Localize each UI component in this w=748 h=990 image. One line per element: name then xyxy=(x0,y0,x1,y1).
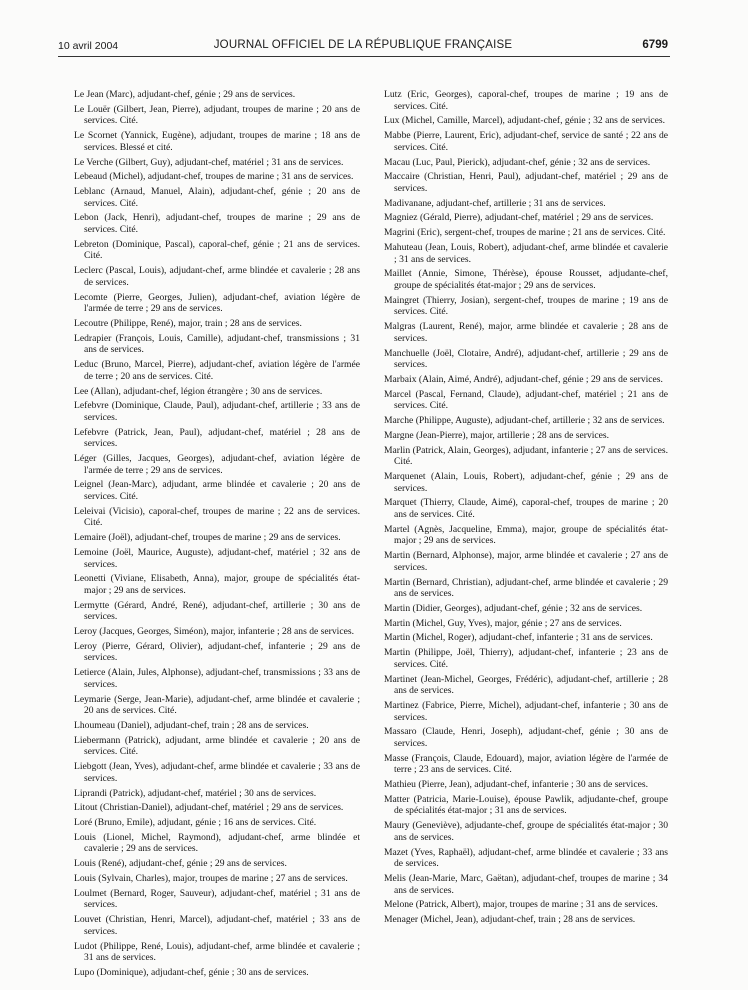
list-item: Le Verche (Gilbert, Guy), adjudant-chef, matériel ; 31 ans de services. xyxy=(74,156,344,168)
list-item: Liprandi (Patrick), adjudant-chef, matériel ; 30 ans de services. xyxy=(74,787,317,799)
list-item: Leleivai (Vicisio), caporal-chef, troupes de marine ; 22 ans de services. Cité. xyxy=(74,505,360,529)
list-item: Madivanane, adjudant-chef, artillerie ; 31 ans de services. xyxy=(384,197,606,209)
list-item: Melone (Patrick, Albert), major, troupes de marine ; 31 ans de services. xyxy=(384,899,658,911)
list-item: Marquet (Thierry, Claude, Aimé), caporal-chef, troupes de marine ; 20 ans de services. Cité. xyxy=(384,497,668,520)
header-title: JOURNAL OFFICIEL DE LA RÉPUBLIQUE FRANÇAISE xyxy=(213,39,513,51)
list-item: Marcel (Pascal, Fernand, Claude), adjudant-chef, matériel ; 21 ans de services. Cité. xyxy=(384,388,668,412)
list-item: Ludot (Philippe, René, Louis), adjudant-chef, arme blindée et cavalerie ; 31 ans de services. xyxy=(74,940,360,964)
list-item: Marlin (Patrick, Alain, Georges), adjudant, infanterie ; 27 ans de services. Cité. xyxy=(384,444,668,468)
list-item: Loulmet (Bernard, Roger, Sauveur), adjudant-chef, matériel ; 31 ans de services. xyxy=(74,887,360,911)
list-item: Lebreton (Dominique, Pascal), caporal-chef, génie ; 21 ans de services. Cité. xyxy=(74,238,360,262)
list-item: Lebon (Jack, Henri), adjudant-chef, troupes de marine ; 29 ans de services. Cité. xyxy=(74,212,360,236)
list-item: Mabbe (Pierre, Laurent, Eric), adjudant-chef, service de santé ; 22 ans de services. Cité. xyxy=(384,130,668,153)
list-item: Mazet (Yves, Raphaël), adjudant-chef, arme blindée et cavalerie ; 33 ans de services. xyxy=(384,846,668,870)
list-item: Lefebvre (Patrick, Jean, Paul), adjudant-chef, matériel ; 28 ans de services. xyxy=(74,426,360,450)
list-item: Martin (Michel, Guy, Yves), major, génie ; 27 ans de services. xyxy=(384,617,622,629)
list-item: Leroy (Jacques, Georges, Siméon), major, infanterie ; 28 ans de services. xyxy=(74,626,354,638)
page-header xyxy=(58,38,668,54)
list-item: Maingret (Thierry, Josian), sergent-chef, troupes de marine ; 19 ans de services. Cité. xyxy=(384,294,668,318)
list-item: Leroy (Pierre, Gérard, Olivier), adjudant-chef, infanterie ; 29 ans de services. xyxy=(74,640,360,664)
list-item: Lemaire (Joël), adjudant-chef, troupes de marine ; 29 ans de services. xyxy=(74,532,341,544)
list-item: Leduc (Bruno, Marcel, Pierre), adjudant-chef, aviation légère de l'armée de terre ; 20 ans de services. Cité. xyxy=(74,359,360,382)
list-item: Marquenet (Alain, Louis, Robert), adjudant-chef, génie ; 29 ans de services. xyxy=(384,471,668,494)
list-item: Marche (Philippe, Auguste), adjudant-chef, artillerie ; 32 ans de services. xyxy=(384,415,665,427)
list-item: Liebermann (Patrick), adjudant, arme blindée et cavalerie ; 20 ans de services. Cité. xyxy=(74,734,360,758)
list-item: Litout (Christian-Daniel), adjudant-chef, matériel ; 29 ans de services. xyxy=(74,802,344,814)
list-item: Mathieu (Pierre, Jean), adjudant-chef, infanterie ; 30 ans de services. xyxy=(384,779,648,791)
list-item: Martin (Bernard, Christian), adjudant-chef, arme blindée et cavalerie ; 29 ans de services. xyxy=(384,576,668,600)
list-item: Louis (Sylvain, Charles), major, troupes de marine ; 27 ans de services. xyxy=(74,873,348,884)
list-item: Malgras (Laurent, René), major, arme blindée et cavalerie ; 28 ans de services. xyxy=(384,321,668,344)
list-item: Lermytte (Gérard, André, René), adjudant-chef, artillerie ; 30 ans de services. xyxy=(74,599,360,623)
list-item: Margne (Jean-Pierre), major, artillerie ; 28 ans de services. xyxy=(384,429,610,441)
list-item: Massaro (Claude, Henri, Joseph), adjudant-chef, génie ; 30 ans de services. xyxy=(384,726,668,749)
list-item: Le Louër (Gilbert, Jean, Pierre), adjudant, troupes de marine ; 20 ans de services. Cité. xyxy=(74,103,360,127)
list-item: Martinez (Fabrice, Pierre, Michel), adjudant-chef, infanterie ; 30 ans de services. xyxy=(384,699,668,723)
list-item: Maury (Geneviève), adjudante-chef, groupe de spécialités état-major ; 30 ans de services. xyxy=(384,820,668,843)
list-item: Martin (Bernard, Alphonse), major, arme blindée et cavalerie ; 27 ans de services. xyxy=(384,550,668,573)
list-item: Melis (Jean-Marie, Marc, Gaëtan), adjudant-chef, troupes de marine ; 34 ans de services. xyxy=(384,873,668,896)
list-item: Leclerc (Pascal, Louis), adjudant-chef, arme blindée et cavalerie ; 28 ans de services. xyxy=(74,265,360,288)
list-item: Maccaire (Christian, Henri, Paul), adjudant-chef, matériel ; 29 ans de services. xyxy=(384,171,668,194)
header-page-number: 6799 xyxy=(642,39,668,51)
list-item: Manchuelle (Joël, Clotaire, André), adjudant-chef, artillerie ; 29 ans de services. xyxy=(384,347,668,371)
list-item: Martin (Michel, Roger), adjudant-chef, infanterie ; 31 ans de services. xyxy=(384,632,653,644)
list-item: Louvet (Christian, Henri, Marcel), adjudant-chef, matériel ; 33 ans de services. xyxy=(74,914,360,937)
list-item: Marbaix (Alain, Aimé, André), adjudant-chef, génie ; 29 ans de services. xyxy=(384,373,663,385)
list-item: Menager (Michel, Jean), adjudant-chef, train ; 28 ans de services. xyxy=(384,914,636,926)
list-item: Letierce (Alain, Jules, Alphonse), adjudant-chef, transmissions ; 33 ans de services. xyxy=(74,667,360,690)
list-item: Magniez (Gérald, Pierre), adjudant-chef, matériel ; 29 ans de services. xyxy=(384,212,654,224)
list-item: Loré (Bruno, Emile), adjudant, génie ; 16 ans de services. Cité. xyxy=(74,817,317,829)
list-item: Lecomte (Pierre, Georges, Julien), adjudant-chef, aviation légère de l'armée de terre ; 29 ans de services. xyxy=(74,291,360,315)
list-item: Maillet (Annie, Simone, Thérèse), épouse Rousset, adjudante-chef, groupe de spécialités état-major ; 29 ans de services. xyxy=(384,268,668,291)
list-item: Matter (Patricia, Marie-Louise), épouse Pawlik, adjudante-chef, groupe de spécialités état-major ; 31 ans de services. xyxy=(384,793,668,817)
list-item: Le Scornet (Yannick, Eugène), adjudant, troupes de marine ; 18 ans de services. Blessé et cité. xyxy=(74,130,360,153)
list-item: Lhoumeau (Daniel), adjudant-chef, train ; 28 ans de services. xyxy=(74,719,309,731)
list-item: Leymarie (Serge, Jean-Marie), adjudant-chef, arme blindée et cavalerie ; 20 ans de services. Cité. xyxy=(74,693,360,717)
list-item: Louis (Lionel, Michel, Raymond), adjudant-chef, arme blindée et cavalerie ; 29 ans de services. xyxy=(74,831,360,855)
list-item: Liebgott (Jean, Yves), adjudant-chef, arme blindée et cavalerie ; 33 ans de services. xyxy=(74,761,360,784)
list-item: Magrini (Eric), sergent-chef, troupes de marine ; 21 ans de services. Cité. xyxy=(384,227,666,239)
list-item: Lebeaud (Michel), adjudant-chef, troupes de marine ; 31 ans de services. xyxy=(74,171,354,183)
right-column xyxy=(384,89,668,929)
list-item: Martel (Agnès, Jacqueline, Emma), major, groupe de spécialités état-major ; 29 ans de services. xyxy=(384,523,668,547)
list-item: Masse (François, Claude, Edouard), major, aviation légère de l'armée de terre ; 23 ans de services. Cité. xyxy=(384,752,668,776)
left-column xyxy=(74,89,360,982)
list-item: Léger (Gilles, Jacques, Georges), adjudant-chef, aviation légère de l'armée de terre ; 29 ans de services. xyxy=(74,453,360,476)
list-item: Leblanc (Arnaud, Manuel, Alain), adjudant-chef, génie ; 20 ans de services. Cité. xyxy=(74,186,360,209)
list-item: Martinet (Jean-Michel, Georges, Frédéric), adjudant-chef, artillerie ; 28 ans de services. xyxy=(384,673,668,697)
list-item: Lecoutre (Philippe, René), major, train ; 28 ans de services. xyxy=(74,317,302,329)
list-item: Leignel (Jean-Marc), adjudant, arme blindée et cavalerie ; 20 ans de services. Cité. xyxy=(74,479,360,502)
list-item: Le Jean (Marc), adjudant-chef, génie ; 29 ans de services. xyxy=(74,89,296,100)
list-item: Martin (Didier, Georges), adjudant-chef, génie ; 32 ans de services. xyxy=(384,602,643,614)
list-item: Lutz (Eric, Georges), caporal-chef, troupes de marine ; 19 ans de services. Cité. xyxy=(384,89,668,112)
list-item: Lefebvre (Dominique, Claude, Paul), adjudant-chef, artillerie ; 33 ans de services. xyxy=(74,400,360,423)
list-item: Martin (Philippe, Joël, Thierry), adjudant-chef, infanterie ; 23 ans de services. Cité. xyxy=(384,647,668,670)
list-item: Lemoine (Joël, Maurice, Auguste), adjudant-chef, matériel ; 32 ans de services. xyxy=(74,546,360,570)
list-item: Louis (René), adjudant-chef, génie ; 29 ans de services. xyxy=(74,858,287,870)
header-rule xyxy=(58,56,670,57)
list-item: Lux (Michel, Camille, Marcel), adjudant-chef, génie ; 32 ans de services. xyxy=(384,115,666,127)
list-item: Lupo (Dominique), adjudant-chef, génie ; 30 ans de services. xyxy=(74,966,309,978)
list-item: Ledrapier (François, Louis, Camille), adjudant-chef, transmissions ; 31 ans de services. xyxy=(74,332,360,356)
list-item: Mahuteau (Jean, Louis, Robert), adjudant-chef, arme blindée et cavalerie ; 31 ans de services. xyxy=(384,242,668,265)
list-item: Macau (Luc, Paul, Pierick), adjudant-chef, génie ; 32 ans de services. xyxy=(384,156,651,168)
header-date: 10 avril 2004 xyxy=(58,40,119,52)
list-item: Leonetti (Viviane, Elisabeth, Anna), major, groupe de spécialités état-major ; 29 ans de services. xyxy=(74,573,360,596)
list-item: Lee (Allan), adjudant-chef, légion étrangère ; 30 ans de services. xyxy=(74,385,323,397)
